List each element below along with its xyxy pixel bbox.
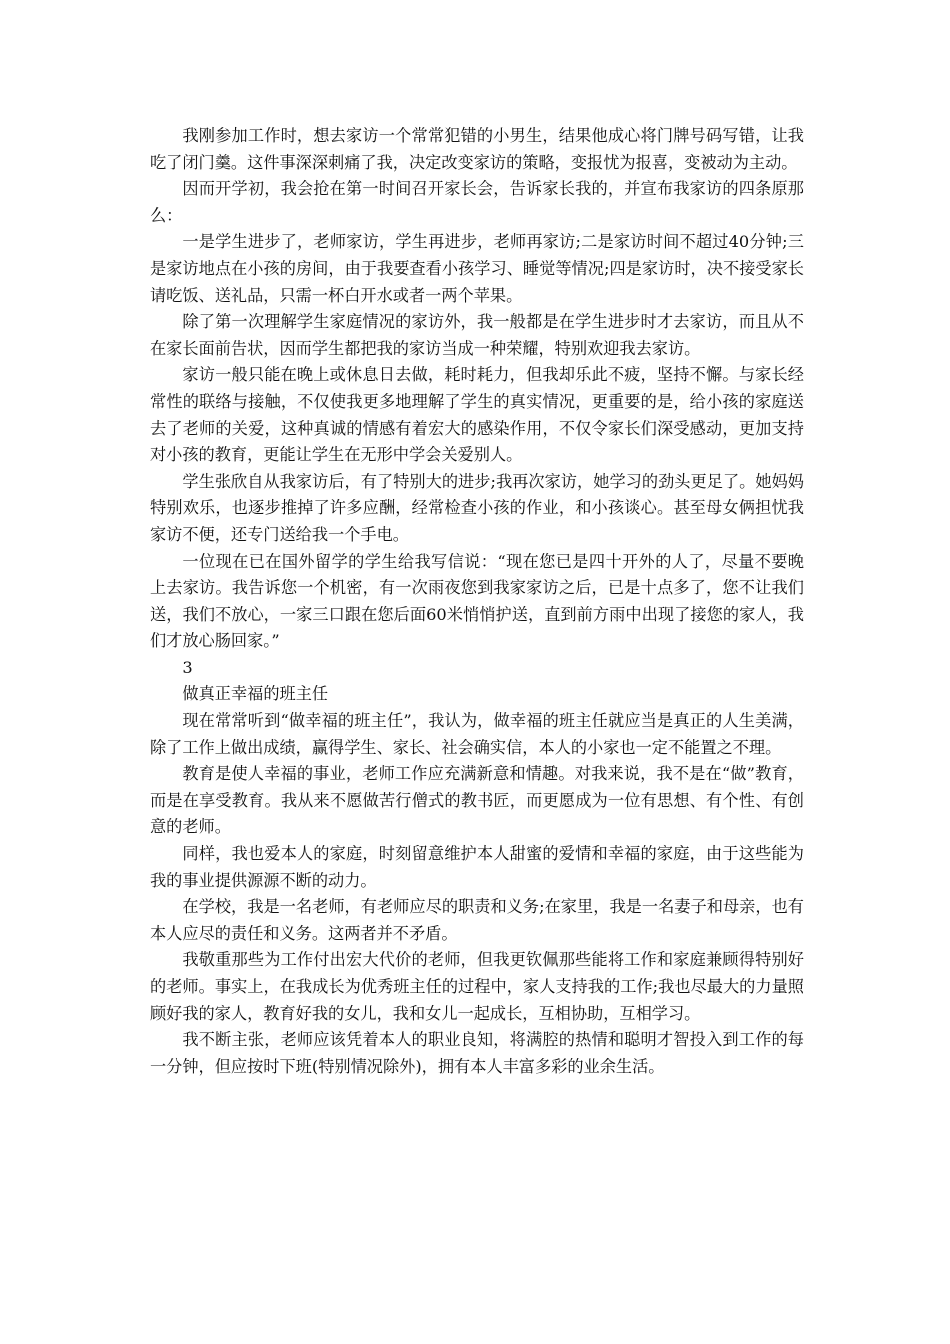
- paragraph-6: 学生张欣自从我家访后，有了特别大的进步;我再次家访，她学习的劲头更足了。她妈妈特别欢乐，也逐步推掉了许多应酬，经常检查小孩的作业，和小孩谈心。甚至母女俩担忧我家访不便，还专门送给我一个手电。: [150, 471, 804, 544]
- paragraph-5: 家访一般只能在晚上或休息日去做，耗时耗力，但我却乐此不疲，坚持不懈。与家长经常性的联络与接触，不仅使我更多地理解了学生的真实情况，更重要的是，给小孩的家庭送去了老师的关爱，这种真诚的情感有着宏大的感染作用，不仅令家长们深受感动，更加支持对小孩的教育，更能让学生在无形中学会关爱别人。: [150, 365, 804, 465]
- paragraph-12: 我敬重那些为工作付出宏大代价的老师，但我更钦佩那些能将工作和家庭兼顾得特别好的老师。事实上，在我成长为优秀班主任的过程中，家人支持我的工作;我也尽最大的力量照顾好我的家人，教育好我的女儿，我和女儿一起成长，互相协助，互相学习。: [150, 950, 804, 1023]
- paragraph-9: 教育是使人幸福的事业，老师工作应充满新意和情趣。对我来说，我不是在“做”教育，而是在享受教育。我从来不愿做苦行僧式的教书匠，而更愿成为一位有思想、有个性、有创意的老师。: [150, 764, 804, 837]
- paragraph-3: 一是学生进步了，老师家访，学生再进步，老师再家访;二是家访时间不超过40分钟;三是家访地点在小孩的房间，由于我要查看小孩学习、睡觉等情况;四是家访时，决不接受家长请吃饭、送礼品，只需一杯白开水或者一两个苹果。: [150, 232, 804, 305]
- section-heading: 做真正幸福的班主任: [182, 684, 329, 704]
- paragraph-7: 一位现在已在国外留学的学生给我写信说：“现在您已是四十开外的人了，尽量不要晚上去家访。我告诉您一个机密，有一次雨夜您到我家家访之后，已是十点多了，您不让我们送，我们不放心，一家三口跟在您后面60米悄悄护送，直到前方雨中出现了接您的家人，我们才放心肠回家。”: [150, 551, 804, 651]
- paragraph-1: 我刚参加工作时，想去家访一个常常犯错的小男生，结果他成心将门牌号码写错，让我吃了闭门羹。这件事深深刺痛了我，决定改变家访的策略，变报忧为报喜，变被动为主动。: [150, 126, 804, 172]
- document-body: [150, 123, 804, 1080]
- paragraph-11: 在学校，我是一名老师，有老师应尽的职责和义务;在家里，我是一名妻子和母亲，也有本人应尽的责任和义务。这两者并不矛盾。: [150, 897, 804, 943]
- paragraph-2: 因而开学初，我会抢在第一时间召开家长会，告诉家长我的，并宣布我家访的四条原那么：: [150, 179, 804, 225]
- paragraph-4: 除了第一次理解学生家庭情况的家访外，我一般都是在学生进步时才去家访，而且从不在家长面前告状，因而学生都把我的家访当成一种荣耀，特别欢迎我去家访。: [150, 312, 804, 358]
- section-number: 3: [182, 657, 193, 677]
- paragraph-10: 同样，我也爱本人的家庭，时刻留意维护本人甜蜜的爱情和幸福的家庭，由于这些能为我的事业提供源源不断的动力。: [150, 844, 804, 890]
- paragraph-13: 我不断主张，老师应该凭着本人的职业良知，将满腔的热情和聪明才智投入到工作的每一分钟，但应按时下班(特别情况除外)，拥有本人丰富多彩的业余生活。: [150, 1030, 804, 1076]
- paragraph-8: 现在常常听到“做幸福的班主任”，我认为，做幸福的班主任就应当是真正的人生美满，除了工作上做出成绩，赢得学生、家长、社会确实信，本人的小家也一定不能置之不理。: [150, 711, 804, 757]
